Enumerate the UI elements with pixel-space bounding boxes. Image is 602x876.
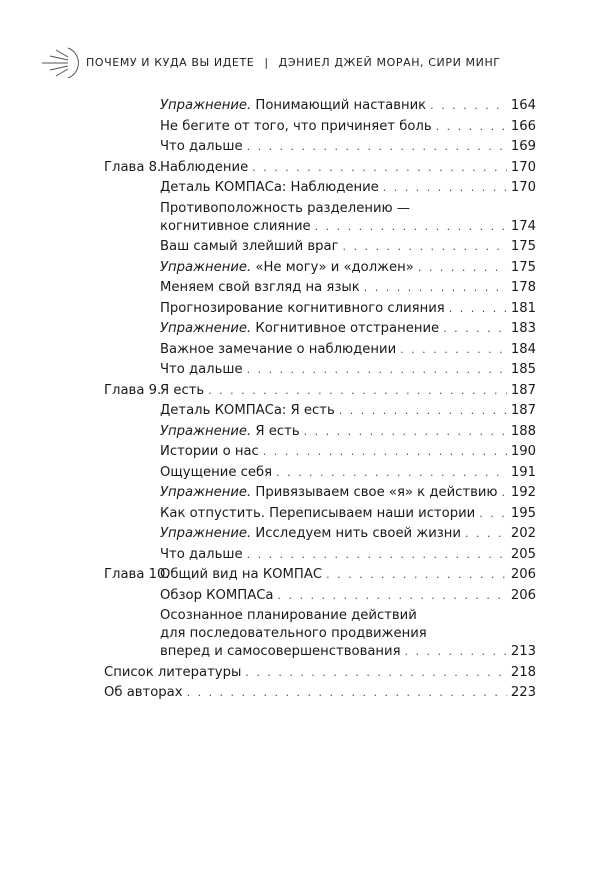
toc-entry-title: Что дальше <box>160 139 243 154</box>
dot-leader <box>304 423 507 441</box>
toc-entry-title: когнитивное слияние <box>160 218 311 234</box>
toc-entry[interactable] <box>104 525 536 543</box>
dot-leader <box>443 320 507 338</box>
dot-leader <box>245 664 506 682</box>
running-header-text <box>86 56 501 69</box>
toc-entry-title: Деталь КОМПАСа: Наблюдение <box>160 180 379 195</box>
toc-entry[interactable] <box>104 464 536 482</box>
dot-leader <box>502 484 507 502</box>
exercise-label: Упражнение. <box>160 526 252 541</box>
page-number: 164 <box>510 98 536 113</box>
page-number: 184 <box>510 341 536 357</box>
page-number: 223 <box>510 685 536 700</box>
dot-leader <box>263 443 507 461</box>
dot-leader <box>339 402 507 420</box>
toc-entry-title: Наблюдение <box>160 159 249 175</box>
toc-entry-title: вперед и самосовершенствования <box>160 644 401 659</box>
toc-entry-title: Ощущение себя <box>160 464 273 480</box>
toc-entry-title: Исследуем нить своей жизни <box>251 526 461 541</box>
exercise-label: Упражнение. <box>160 423 252 439</box>
page-number: 174 <box>510 218 536 234</box>
toc-entry[interactable] <box>104 484 536 502</box>
toc-entry[interactable] <box>104 341 536 359</box>
page-number: 178 <box>510 280 536 295</box>
toc-entry[interactable] <box>104 138 536 156</box>
toc-entry[interactable] <box>104 546 536 564</box>
page-number: 181 <box>510 300 536 316</box>
dot-leader <box>326 566 507 584</box>
page-number: 183 <box>510 321 536 336</box>
page-number: 166 <box>510 118 536 134</box>
page-number: 169 <box>510 139 536 154</box>
page-number: 175 <box>510 239 536 254</box>
page-number: 192 <box>510 485 536 500</box>
toc-entry[interactable] <box>104 382 536 400</box>
toc-entry-title: Как отпустить. Переписываем наши истории <box>160 505 476 521</box>
toc-entry-title: Меняем свой взгляд на язык <box>160 280 360 295</box>
dot-leader <box>208 382 507 400</box>
toc-entry[interactable] <box>104 279 536 297</box>
page-number: 188 <box>510 423 536 439</box>
toc-entry[interactable] <box>104 179 536 197</box>
toc-entry-title: Ваш самый злейший враг <box>160 239 339 254</box>
exercise-label: Упражнение. <box>160 321 252 336</box>
dot-leader <box>187 684 507 702</box>
toc-entry-title: Что дальше <box>160 362 243 377</box>
dot-leader <box>278 587 507 605</box>
toc-entry[interactable] <box>104 118 536 136</box>
toc-entry[interactable] <box>104 566 536 584</box>
toc-entry[interactable] <box>104 443 536 461</box>
exercise-label: Упражнение. <box>160 259 252 275</box>
toc-entry-text-line: Осознанное планирование действий <box>160 608 417 623</box>
toc-entry-title: Общий вид на КОМПАС <box>160 567 323 582</box>
toc-entry-title: Когнитивное отстранение <box>251 321 440 336</box>
toc-entry-title: Деталь КОМПАСа: Я есть <box>160 403 335 418</box>
toc-entry-title: Обзор КОМПАСа <box>160 587 274 603</box>
table-of-contents <box>104 97 536 705</box>
chapter-number: Глава 8. <box>104 159 162 175</box>
toc-entry-title: Что дальше <box>160 546 243 562</box>
dot-leader <box>436 118 507 136</box>
dot-leader <box>364 279 507 297</box>
dot-leader <box>479 505 507 523</box>
chapter-number: Глава 10. <box>104 567 170 582</box>
dot-leader <box>343 238 507 256</box>
toc-entry-title: Об авторах <box>104 685 183 700</box>
header-separator: | <box>264 56 269 69</box>
dot-leader <box>418 259 507 277</box>
toc-entry[interactable] <box>104 684 536 702</box>
page-number: 206 <box>510 587 536 603</box>
toc-entry[interactable] <box>104 320 536 338</box>
toc-entry[interactable] <box>104 200 536 236</box>
toc-entry-text-line: Противоположность разделению — <box>160 200 411 216</box>
toc-entry[interactable] <box>104 587 536 605</box>
dot-leader <box>252 159 507 177</box>
dot-leader <box>430 97 507 115</box>
book-title: ПОЧЕМУ И КУДА ВЫ ИДЕТЕ <box>86 56 255 69</box>
page-number: 190 <box>510 444 536 459</box>
toc-entry-title: Понимающий наставник <box>251 98 427 113</box>
toc-entry[interactable] <box>104 423 536 441</box>
toc-entry[interactable] <box>104 97 536 115</box>
dot-leader <box>449 300 507 318</box>
toc-entry-title: Привязываем свое «я» к действию <box>251 485 498 500</box>
dot-leader <box>247 138 507 156</box>
page-number: 175 <box>510 259 536 275</box>
toc-entry[interactable] <box>104 505 536 523</box>
toc-entry-title: Я есть <box>251 423 300 439</box>
exercise-label: Упражнение. <box>160 98 252 113</box>
toc-entry-title: Прогнозирование когнитивного слияния <box>160 300 445 316</box>
toc-entry-title: «Не могу» и «должен» <box>251 259 414 275</box>
toc-entry-title: Истории о нас <box>160 444 259 459</box>
dot-leader <box>247 546 507 564</box>
page-number: 170 <box>510 180 536 195</box>
page-number: 202 <box>510 526 536 541</box>
toc-entry[interactable] <box>104 361 536 379</box>
running-header <box>0 44 602 84</box>
dot-leader <box>247 361 507 379</box>
dot-leader <box>405 643 507 661</box>
dot-leader <box>400 341 507 359</box>
compass-logo-icon <box>38 44 82 82</box>
book-authors: ДЭНИЕЛ ДЖЕЙ МОРАН, СИРИ МИНГ <box>278 56 501 69</box>
toc-entry[interactable] <box>104 664 536 682</box>
dot-leader <box>465 525 507 543</box>
page-number: 187 <box>510 382 536 398</box>
toc-entry[interactable] <box>104 159 536 177</box>
chapter-number: Глава 9. <box>104 382 162 398</box>
exercise-label: Упражнение. <box>160 485 252 500</box>
toc-entry[interactable] <box>104 607 536 661</box>
page-number: 191 <box>510 464 536 480</box>
page-number: 170 <box>510 159 536 175</box>
toc-entry-title: Не бегите от того, что причиняет боль <box>160 118 432 134</box>
toc-entry[interactable] <box>104 402 536 420</box>
toc-entry[interactable] <box>104 238 536 256</box>
dot-leader <box>383 179 507 197</box>
toc-entry-title: Список литературы <box>104 664 242 680</box>
toc-entry-title: Важное замечание о наблюдении <box>160 341 397 357</box>
page-number: 185 <box>510 362 536 377</box>
page-number: 187 <box>510 403 536 418</box>
page-number: 218 <box>510 664 536 680</box>
page-number: 205 <box>510 546 536 562</box>
toc-entry[interactable] <box>104 259 536 277</box>
dot-leader <box>276 464 507 482</box>
page-number: 213 <box>510 644 536 659</box>
toc-entry-text-line: для последовательного продвижения <box>160 626 427 641</box>
dot-leader <box>315 218 507 236</box>
toc-entry[interactable] <box>104 300 536 318</box>
page-number: 206 <box>510 567 536 582</box>
toc-entry-title: Я есть <box>160 382 205 398</box>
page-number: 195 <box>510 505 536 521</box>
